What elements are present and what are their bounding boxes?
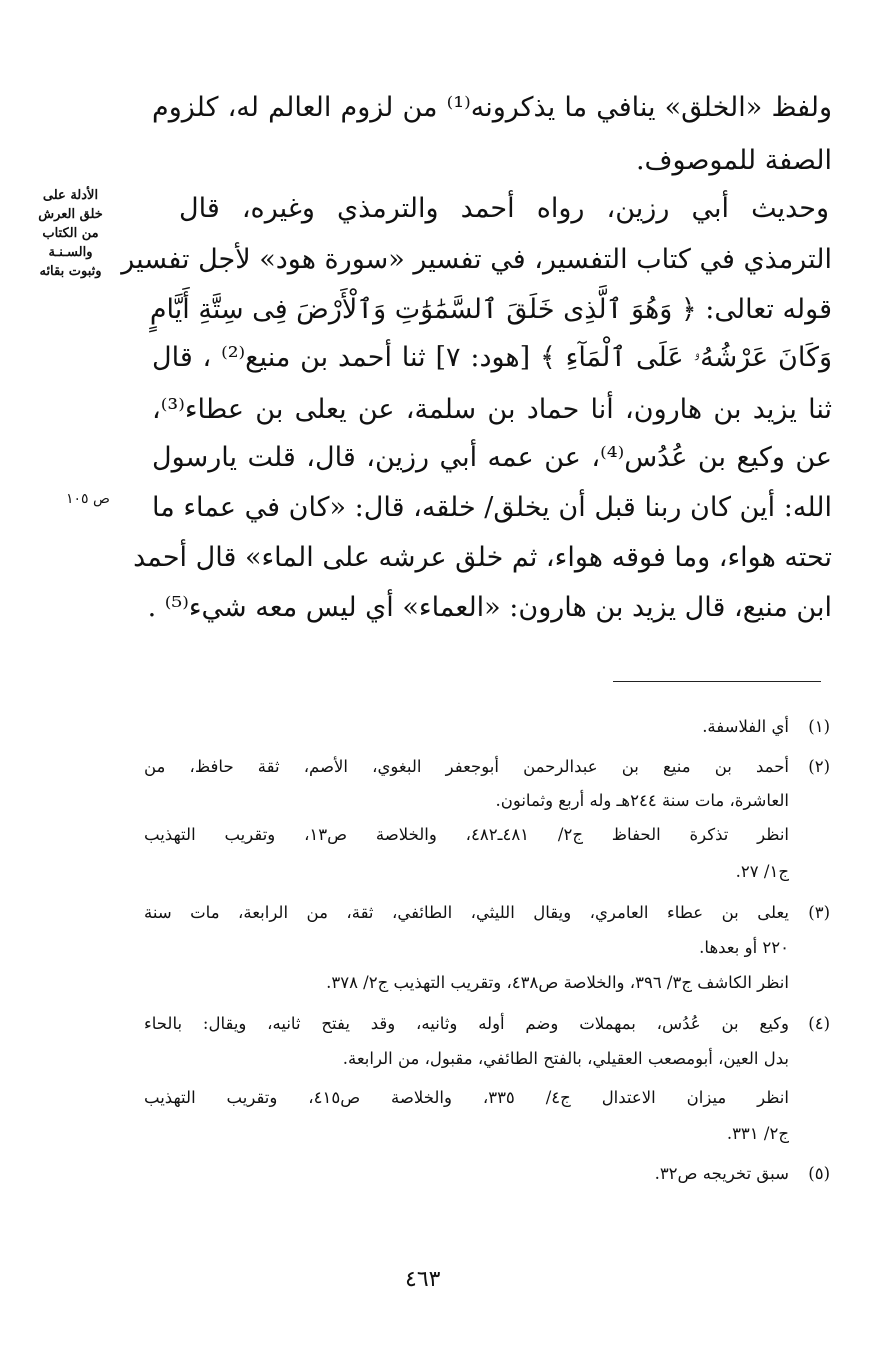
footnote-line: ج٢/ ٣٣١.	[726, 1124, 789, 1143]
footnote-line: ٢٢٠ أو بعدها.	[699, 938, 789, 957]
margin-note-line: الأدلة على	[42, 188, 99, 203]
margin-note-line: خلق العرش	[38, 207, 103, 222]
body-line: الله: أين كان ربنا قبل أن يخلق/ خلقه، قال: «كان في عماء ما	[152, 492, 832, 523]
body-line: قوله تعالى: ﴿ وَهُوَ ٱلَّذِى خَلَقَ ٱلسَّمَٰوَٰتِ وَٱلْأَرْضَ فِى سِتَّةِ أَيَّامٍ	[149, 294, 832, 325]
body-line: ابن منيع، قال يزيد بن هارون: «العماء» أي ليس معه شيء⁽⁵⁾ .	[147, 592, 832, 623]
footnote-line: انظر ميزان الاعتدال ج٤/ ٣٣٥، والخلاصة ص٤١٥، وتقريب التهذيب	[144, 1088, 789, 1107]
footnote-line: أحمد بن منيع بن عبدالرحمن أبوجعفر البغوي، الأصم، ثقة حافظ، من	[144, 757, 789, 776]
page-number: ٤٦٣	[405, 1267, 441, 1292]
footnote-number: (٢)	[808, 757, 830, 776]
margin-note-line: والسـنـة	[48, 245, 93, 260]
footnote-line: انظر الكاشف ج٣/ ٣٩٦، والخلاصة ص٤٣٨، وتقريب التهذيب ج٢/ ٣٧٨.	[326, 973, 789, 992]
footnote-number: (٥)	[808, 1164, 830, 1183]
footnote-separator	[613, 681, 821, 682]
body-line: تحته هواء، وما فوقه هواء، ثم خلق عرشه على الماء» قال أحمد	[133, 542, 832, 573]
footnote-number: (١)	[808, 717, 830, 736]
body-line: وَكَانَ عَرْشُهُۥ عَلَى ٱلْمَآءِ ﴾ [هود: ٧] ثنا أحمد بن منيع⁽²⁾ ، قال	[152, 342, 832, 373]
body-line: الترمذي في كتاب التفسير، في تفسير «سورة هود» لأجل تفسير	[121, 244, 832, 275]
footnote-line: ج١/ ٢٧.	[735, 862, 789, 881]
footnote-line: العاشرة، مات سنة ٢٤٤هـ وله أربع وثمانون.	[495, 791, 789, 810]
body-line: الصفة للموصوف.	[635, 145, 832, 176]
margin-note	[18, 186, 123, 281]
body-line: ثنا يزيد بن هارون، أنا حماد بن سلمة، عن يعلى بن عطاء⁽³⁾،	[152, 394, 832, 425]
body-line: وحديث أبي رزين، رواه أحمد والترمذي وغيره، قال	[179, 193, 829, 224]
footnote-line: وكيع بن عُدُس، بمهملات وضم أوله وثانيه، وقد يفتح ثانيه، ويقال: بالحاء	[144, 1014, 789, 1033]
margin-note-line: وثبوت بقائه	[39, 264, 102, 279]
margin-page-ref: ص ١٠٥	[66, 491, 110, 507]
margin-note-line: من الكتاب	[42, 226, 99, 241]
body-line: ولفظ «الخلق» ينافي ما يذكرونه⁽¹⁾ من لزوم العالم له، كلزوم	[152, 92, 832, 123]
footnote-line: أي الفلاسفة.	[702, 717, 789, 736]
body-line: عن وكيع بن عُدُس⁽⁴⁾، عن عمه أبي رزين، قال، قلت يارسول	[152, 442, 833, 473]
footnote-number: (٤)	[808, 1014, 830, 1033]
footnote-line: انظر تذكرة الحفاظ ج٢/ ٤٨١ـ٤٨٢، والخلاصة ص١٣، وتقريب التهذيب	[144, 825, 789, 844]
footnote-line: سبق تخريجه ص٣٢.	[654, 1164, 789, 1183]
footnote-line: يعلى بن عطاء العامري، ويقال الليثي، الطائفي، ثقة، من الرابعة، مات سنة	[144, 903, 789, 922]
footnote-line: بدل العين، أبومصعب العقيلي، بالفتح الطائفي، مقبول، من الرابعة.	[342, 1049, 789, 1068]
footnote-number: (٣)	[808, 903, 830, 922]
